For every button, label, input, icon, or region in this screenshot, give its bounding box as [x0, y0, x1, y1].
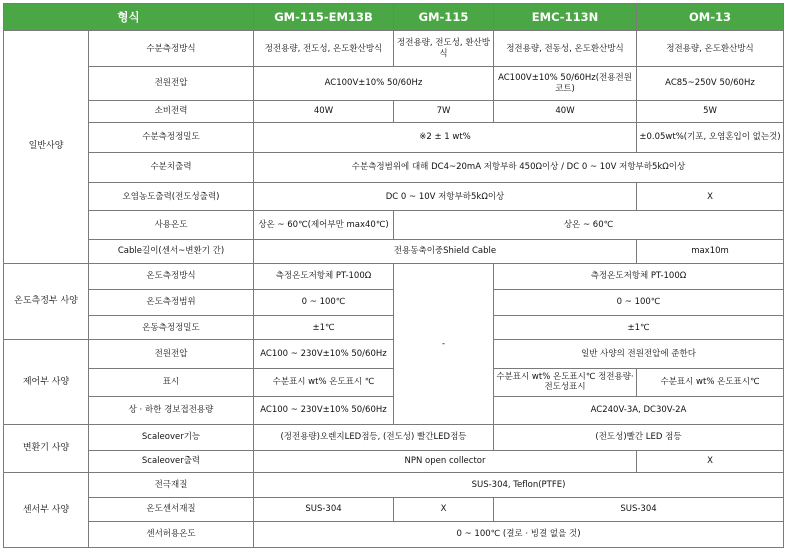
cell-value: max10m	[637, 239, 784, 263]
cell-value: 정전용량, 전도성, 환산방식	[394, 31, 494, 67]
row-label-electrode: 전극재질	[89, 473, 254, 497]
header-model-om13: OM-13	[637, 4, 784, 31]
table-row	[4, 183, 784, 211]
row-label-power-consumption: 소비전력	[89, 100, 254, 122]
cell-value: 0 ~ 100℃	[494, 290, 784, 316]
table-row	[4, 67, 784, 100]
cell-value: AC100V±10% 50/60Hz(전용전원코트)	[494, 67, 637, 100]
cell-value: 수분표시 wt% 온도표시℃	[637, 368, 784, 396]
cell-value: 5W	[637, 100, 784, 122]
table-row	[4, 451, 784, 473]
table-row	[4, 153, 784, 183]
cell-value: 측정온도저항체 PT-100Ω	[254, 263, 394, 289]
row-label-control-power: 전원전압	[89, 340, 254, 368]
row-label-display: 표시	[89, 368, 254, 396]
cell-value: SUS-304	[494, 497, 784, 521]
category-sensor: 센서부 사양	[4, 473, 89, 548]
row-label-scaleover-func: Scaleover기능	[89, 425, 254, 451]
table-row	[4, 100, 784, 122]
cell-value: 측정온도저항체 PT-100Ω	[494, 263, 784, 289]
cell-value: SUS-304, Teflon(PTFE)	[254, 473, 784, 497]
cell-value: 수분표시 wt% 온도표시℃ 정전용량·전도성표시	[494, 368, 637, 396]
cell-value: ±0.05wt%(기포, 오염혼입이 없는것)	[637, 122, 784, 152]
cell-value: 정전용량, 온도환산방식	[637, 31, 784, 67]
table-row	[4, 425, 784, 451]
row-label-temp-method: 온도측정방식	[89, 263, 254, 289]
category-temperature: 온도측정부 사양	[4, 263, 89, 340]
row-label-cable-length: Cable길이(센서~변환기 간)	[89, 239, 254, 263]
category-control: 제어부 사양	[4, 340, 89, 425]
cell-value: 정전용량, 전도성, 온도환산방식	[254, 31, 394, 67]
header-type: 형식	[4, 4, 254, 31]
row-label-moisture-output: 수분치출력	[89, 153, 254, 183]
row-label-temp-accuracy: 온동측정정밀도	[89, 316, 254, 340]
category-general: 일반사양	[4, 31, 89, 264]
cell-value: 수분표시 wt% 온도표시 ℃	[254, 368, 394, 396]
table-row	[4, 122, 784, 152]
cell-value: 상온 ~ 60℃(제어부만 max40℃)	[254, 211, 394, 239]
cell-value: AC100V±10% 50/60Hz	[254, 67, 494, 100]
cell-value: (정전용량)오렌지LED점등, (전도성) 빨간LED점등	[254, 425, 494, 451]
row-label-accuracy: 수분측정정밀도	[89, 122, 254, 152]
category-converter: 변환기 사양	[4, 425, 89, 473]
cell-value: 0 ~ 100℃ (결로 · 빙결 없을 것)	[254, 521, 784, 547]
cell-value: AC100 ~ 230V±10% 50/60Hz	[254, 396, 394, 424]
table-row	[4, 31, 784, 67]
table-row	[4, 263, 784, 289]
table-row	[4, 497, 784, 521]
cell-value: 전용동축이중Shield Cable	[254, 239, 637, 263]
row-label-power-voltage: 전원전압	[89, 67, 254, 100]
cell-value: 40W	[494, 100, 637, 122]
cell-value: ±1℃	[494, 316, 784, 340]
cell-value: DC 0 ~ 10V 저항부하5kΩ이상	[254, 183, 637, 211]
cell-value: X	[394, 497, 494, 521]
header-row	[4, 4, 784, 31]
table-row	[4, 521, 784, 547]
header-model-emc113n: EMC-113N	[494, 4, 637, 31]
cell-value: 일반 사양의 전원전압에 준한다	[494, 340, 784, 368]
header-model-gm115em13b: GM-115-EM13B	[254, 4, 394, 31]
row-label-contamination-output: 오염농도출력(전도성출력)	[89, 183, 254, 211]
cell-value: 상온 ~ 60℃	[394, 211, 784, 239]
row-label-scaleover-output: Scaleover출력	[89, 451, 254, 473]
row-label-operating-temp: 사용온도	[89, 211, 254, 239]
cell-value: X	[637, 451, 784, 473]
row-label-allowable-temp: 센서허용온도	[89, 521, 254, 547]
cell-value: SUS-304	[254, 497, 394, 521]
cell-value: 0 ~ 100℃	[254, 290, 394, 316]
row-label-measure-method: 수분측정방식	[89, 31, 254, 67]
cell-value: 수분측정범위에 대해 DC4~20mA 저항부하 450Ω이상 / DC 0 ~ 10V 저항부하5kΩ이상	[254, 153, 784, 183]
row-label-alarm-contact: 상 · 하한 경보접전용량	[89, 396, 254, 424]
row-label-temp-range: 온도측정범위	[89, 290, 254, 316]
cell-value: 정전용량, 전동성, 온도환산방식	[494, 31, 637, 67]
cell-value: ±1℃	[254, 316, 394, 340]
spec-table	[3, 3, 784, 548]
cell-value: 7W	[394, 100, 494, 122]
table-row	[4, 473, 784, 497]
cell-value: 40W	[254, 100, 394, 122]
cell-value: AC100 ~ 230V±10% 50/60Hz	[254, 340, 394, 368]
table-row	[4, 211, 784, 239]
cell-gm115-dash: -	[394, 263, 494, 424]
cell-value: ※2 ± 1 wt%	[254, 122, 637, 152]
header-model-gm115: GM-115	[394, 4, 494, 31]
row-label-temp-sensor: 온도센서재질	[89, 497, 254, 521]
cell-value: X	[637, 183, 784, 211]
cell-value: AC240V-3A, DC30V-2A	[494, 396, 784, 424]
cell-value: AC85~250V 50/60Hz	[637, 67, 784, 100]
cell-value: (전도성)빨간 LED 점등	[494, 425, 784, 451]
table-row	[4, 239, 784, 263]
cell-value: NPN open collector	[254, 451, 637, 473]
